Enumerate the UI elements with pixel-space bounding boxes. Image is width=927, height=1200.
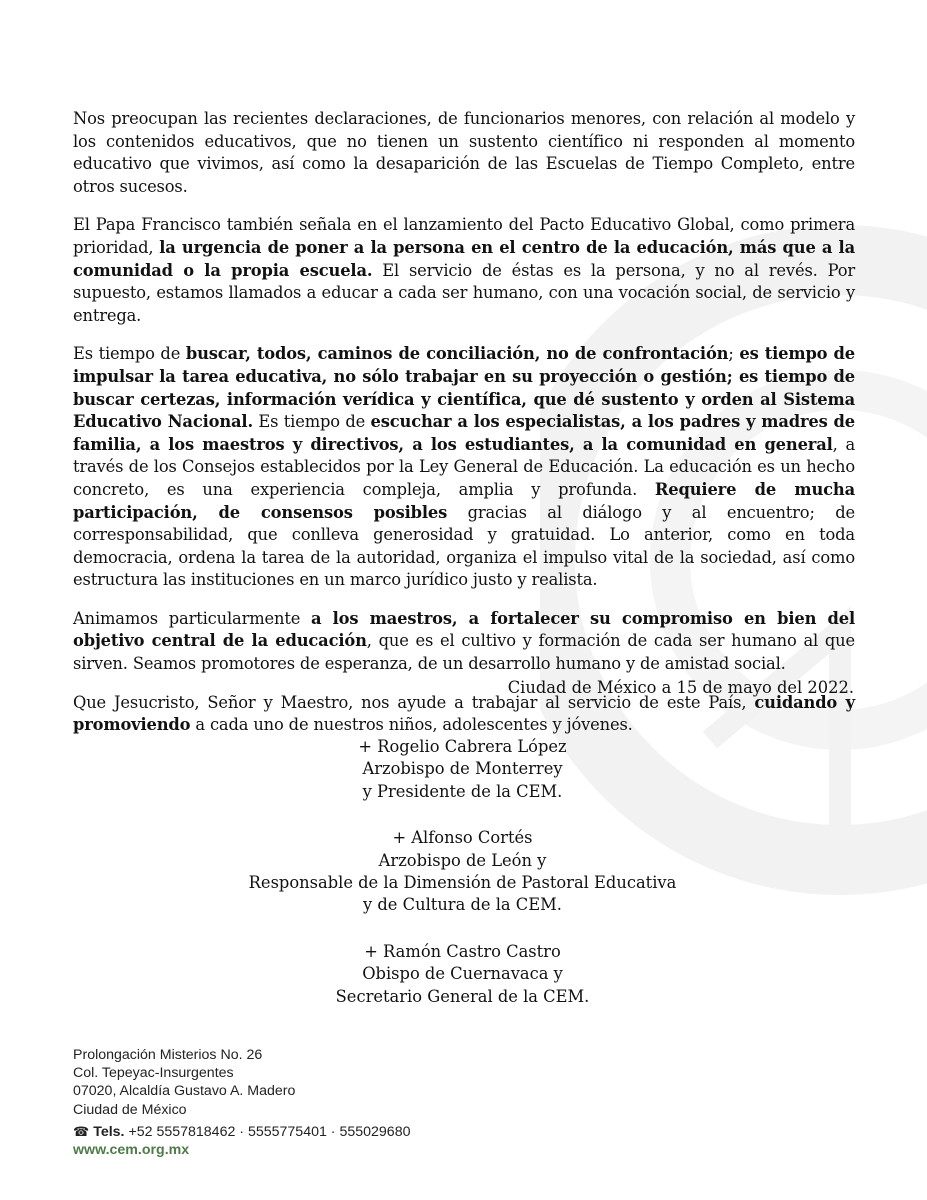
letter-date: Ciudad de México a 15 de mayo del 2022. bbox=[507, 678, 854, 697]
bold-text: a los maestros, a fortalecer su compromiso en bien del objetivo central de la educación bbox=[73, 608, 856, 651]
text-span: El Papa Francisco también señala en el lanzamiento del Pacto Educativo Global, como primera prioridad, bbox=[73, 215, 855, 257]
phones-line bbox=[73, 1123, 410, 1141]
signer-block bbox=[160, 827, 765, 917]
signer-name: + Rogelio Cabrera López bbox=[358, 737, 567, 756]
paragraph bbox=[73, 608, 855, 676]
signer-title: Responsable de la Dimensión de Pastoral Educativa bbox=[248, 873, 677, 893]
signer-name: + Ramón Castro Castro bbox=[364, 941, 561, 961]
address-line: Col. Tepeyac-Insurgentes bbox=[73, 1065, 234, 1082]
text-span: , a través de los Consejos establecidos por la Ley General de Educación. La educación es un hecho concreto, es una experiencia compleja, amplia y profunda. bbox=[73, 434, 855, 499]
text-span: Animamos particularmente bbox=[73, 608, 311, 628]
website-link[interactable]: www.cem.org.mx bbox=[73, 1142, 190, 1159]
text-span: Es tiempo de bbox=[252, 412, 371, 432]
letter-body bbox=[73, 108, 855, 753]
bold-text: Requiere de mucha participación, de consensos posibles bbox=[73, 479, 855, 522]
bold-text: la urgencia de poner a la persona en el centro de la educación, más que a la comunidad o la propia escuela. bbox=[73, 237, 855, 280]
text-span: Es tiempo de bbox=[73, 344, 186, 364]
paragraph bbox=[73, 343, 855, 592]
text-span: gracias al diálogo y al encuentro; de corresponsabilidad, que conlleva generosidad y gratuidad. Lo anterior, como en toda democracia, ordena la tarea de la autoridad, organiza el impulso vital de la sociedad, así como estructura las instituciones en un marco jurídico justo y realista. bbox=[73, 502, 855, 590]
address-line: Prolongación Misterios No. 26 bbox=[73, 1047, 263, 1063]
text-span: a cada uno de nuestros niños, adolescentes y jóvenes. bbox=[190, 715, 633, 735]
paragraph bbox=[73, 692, 855, 737]
bold-text: buscar, todos, caminos de conciliación, no de confrontación bbox=[185, 344, 729, 364]
text-span: Que Jesucristo, Señor y Maestro, nos ayude a trabajar al servicio de este País, bbox=[73, 692, 755, 712]
signer-title: y de Cultura de la CEM. bbox=[363, 895, 562, 915]
signer-title: Secretario General de la CEM. bbox=[335, 986, 590, 1006]
tels-label: Tels. bbox=[93, 1123, 125, 1140]
text-span: El servicio de éstas es la persona, y no al revés. Por supuesto, estamos llamados a educar a cada ser humano, con una vocación social, de servicio y entrega. bbox=[73, 260, 855, 325]
footer bbox=[73, 1046, 410, 1159]
address-line: 07020, Alcaldía Gustavo A. Madero bbox=[73, 1083, 296, 1100]
bold-text: es tiempo de impulsar la tarea educativa, no sólo trabajar en su proyección o gestión; es tiempo de buscar certezas, información verídica y científica, que dé sustento y orden al Sistema Educativo Nacional. bbox=[73, 344, 855, 432]
address-line: Ciudad de México bbox=[73, 1101, 187, 1118]
signer-title: Arzobispo de León y bbox=[378, 850, 547, 870]
bold-text: escuchar a los especialistas, a los padres y madres de familia, a los maestros y directivos, a los estudiantes, a la comunidad en general bbox=[73, 412, 855, 454]
signer-title: Obispo de Cuernavaca y bbox=[362, 964, 563, 984]
signatures-block bbox=[160, 736, 765, 1032]
text-span: Nos preocupan las recientes declaraciones, de funcionarios menores, con relación al modelo y los contenidos educativos, que no tienen un sustento científico ni responden al momento educativo que vivimos, así como la desaparición de las Escuelas de Tiempo Completo, entre otros sucesos. bbox=[73, 109, 855, 196]
paragraph bbox=[73, 108, 855, 198]
signer-block bbox=[160, 941, 765, 1008]
telephone-icon: ☎ bbox=[73, 1123, 90, 1139]
signer-name: + Alfonso Cortés bbox=[392, 828, 533, 848]
signer-block bbox=[160, 736, 765, 803]
bold-text: cuidando y promoviendo bbox=[73, 692, 855, 735]
text-span: , que es el cultivo y formación de cada ser humano al que sirven. Seamos promotores de esperanza, de un desarrollo humano y de amistad social. bbox=[73, 631, 855, 674]
signer-title: Arzobispo de Monterrey bbox=[362, 759, 563, 779]
paragraph bbox=[73, 214, 855, 327]
text-span: ; bbox=[728, 344, 740, 364]
tels-numbers: +52 5557818462 · 5555775401 · 555029680 bbox=[128, 1123, 411, 1140]
signer-title: y Presidente de la CEM. bbox=[362, 781, 563, 801]
